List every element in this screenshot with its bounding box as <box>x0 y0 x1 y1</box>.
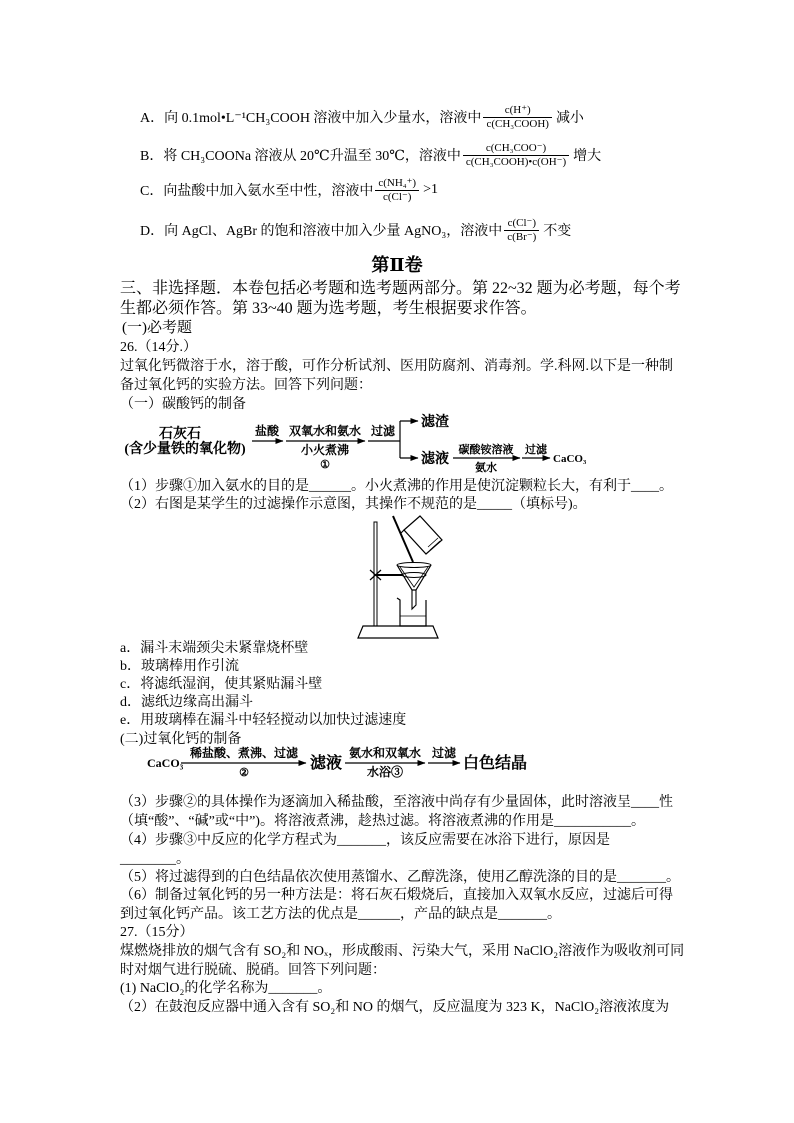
option-d-text: D．向 AgCl、AgBr 的饱和溶液中加入少量 AgNO₃，溶液中 <box>140 224 503 239</box>
flow1-start-note: (含少量铁的氧化物) <box>124 442 246 457</box>
option-b-numerator: c(CH₃COO⁻) <box>463 142 569 156</box>
flow1-arrow-4-reagent-below: 氨水 <box>475 462 497 474</box>
flow1-product: CaCO₃ <box>553 453 587 465</box>
option-c-denominator: c(Cl⁻) <box>383 190 412 203</box>
pouring-beaker-spout <box>401 530 404 533</box>
pouring-beaker <box>404 516 442 554</box>
flow1-residue: 滤渣 <box>421 415 449 430</box>
question-26-6-line-1: （6）制备过氧化钙的另一种方法是：将石灰石煅烧后，直接加入双氧水反应，过滤后可得 <box>120 888 673 903</box>
option-a-denominator: c(CH₃COOH) <box>486 117 549 130</box>
flow2-arrow-1-below: ② <box>239 767 249 779</box>
option-a-tail: 减小 <box>555 111 584 126</box>
option-b-denominator: c(CH₃COOH)•c(OH⁻) <box>465 155 567 168</box>
flow1-arrow-2-condition: 小火煮沸 <box>300 443 350 457</box>
calcium-carbonate-flowchart <box>115 410 605 476</box>
option-b <box>140 136 601 174</box>
option-d-numerator: c(Cl⁻) <box>504 217 539 231</box>
stand-base <box>358 626 438 638</box>
option-c-text: C．向盐酸中加入氨水至中性，溶液中 <box>140 184 374 199</box>
question-26-4-line-2: ________。 <box>120 852 190 867</box>
question-26-part-1-heading: （一）碳酸钙的制备 <box>120 397 246 412</box>
question-27-1: (1) NaClO₂的化学名称为_______。 <box>120 981 332 996</box>
question-27-2: （2）在鼓泡反应器中通入含有 SO₂和 NO 的烟气，反应温度为 323 K，NaClO₂溶液浓度为 <box>120 1000 670 1015</box>
question-26-6-line-2: 到过氧化钙产品。该工艺方法的优点是______，产品的缺点是_______。 <box>120 907 561 922</box>
option-d-fraction <box>504 217 539 244</box>
section-3-line-1: 三、非选择题．本卷包括必考题和选考题两部分。第 22~32 题为必考题，每个考 <box>120 280 681 297</box>
question-26-1: （1）步骤①加入氨水的目的是______。小火煮沸的作用是使沉淀颗粒长大，有利于____。 <box>120 479 673 494</box>
option-c-fraction <box>375 177 419 204</box>
option-c-numerator: c(NH₄⁺) <box>375 177 419 191</box>
filtration-apparatus-figure <box>350 512 446 642</box>
section-3-line-2: 生都必须作答。第 33~40 题为选考题，考生根据要求作答。 <box>120 300 537 317</box>
option-a-text: A．向 0.1mol•L⁻¹CH₃COOH 溶液中加入少量水，溶液中 <box>140 111 482 126</box>
flow1-arrow-5-label: 过滤 <box>525 444 547 456</box>
choice-e: e．用玻璃棒在漏斗中轻轻搅动以加快过滤速度 <box>120 713 407 728</box>
option-d <box>140 211 571 249</box>
option-b-text: B．将 CH₃COONa 溶液从 20℃升温至 30℃，溶液中 <box>140 149 461 164</box>
option-c-tail: >1 <box>423 182 438 197</box>
flow1-filtrate: 滤液 <box>421 452 449 467</box>
choice-b: b．玻璃棒用作引流 <box>120 659 239 674</box>
flow1-arrow-2-reagent: 双氧水和氨水 <box>288 424 362 438</box>
option-a-fraction <box>483 104 552 131</box>
flow2-filtrate: 滤液 <box>310 755 343 772</box>
choice-a: a．漏斗末端颈尖未紧靠烧杯壁 <box>120 641 309 656</box>
question-26-3-line-2: （填“酸”、“碱”或“中”)。将溶液煮沸，趁热过滤。将溶液煮沸的作用是___________。 <box>120 814 645 829</box>
question-26-intro-line-2: 备过氧化钙的实验方法。回答下列问题： <box>120 378 372 393</box>
question-26-intro-line-1: 过氧化钙微溶于水，溶于酸，可作分析试剂、医用防腐剂、消毒剂。学.科网.以下是一种制 <box>120 359 673 374</box>
question-26-4-line-1: （4）步骤③中反应的化学方程式为_______，该反应需要在冰浴下进行，原因是 <box>120 833 610 848</box>
flow2-arrow-1-above: 稀盐酸、煮沸、过滤 <box>189 746 299 760</box>
option-a <box>140 98 584 136</box>
choice-c: c．将滤纸湿润，使其紧贴漏斗壁 <box>120 677 323 692</box>
question-27-title: 27.（15分） <box>120 925 194 940</box>
required-questions-heading: (一)必考题 <box>122 320 192 336</box>
flow1-step-1-marker: ① <box>320 459 330 471</box>
flow1-arrow-1-label: 盐酸 <box>254 424 280 438</box>
funnel-stem <box>412 590 416 609</box>
flow1-arrow-3-label: 过滤 <box>370 424 396 438</box>
question-26-title: 26.（14分.） <box>120 340 197 355</box>
option-d-denominator: c(Br⁻) <box>507 230 537 243</box>
question-26-part-2-heading: (二)过氧化钙的制备 <box>120 732 242 747</box>
calcium-peroxide-flowchart <box>140 745 540 781</box>
glass-rod <box>393 516 413 562</box>
question-27-intro-line-1: 煤燃烧排放的烟气含有 SO₂和 NOₓ，形成酸雨、污染大气，采用 NaClO₂溶液作为吸收剂可同 <box>120 944 685 959</box>
flow2-arrow-3-above: 过滤 <box>431 746 457 760</box>
question-26-2: （2）右图是某学生的过滤操作示意图，其操作不规范的是_____（填标号)。 <box>120 497 587 512</box>
question-26-3-line-1: （3）步骤②的具体操作为逐滴加入稀盐酸，至溶液中尚存有少量固体，此时溶液呈____性 <box>120 795 673 810</box>
flow1-start: 石灰石 <box>159 427 201 442</box>
flow2-start: CaCO₃ <box>147 756 184 770</box>
question-26-5: （5）将过滤得到的白色结晶依次使用蒸馏水、乙醇洗涤，使用乙醇洗涤的目的是_______。 <box>120 870 680 885</box>
question-27-intro-line-2: 时对烟气进行脱硫、脱硝。回答下列问题： <box>120 963 386 978</box>
flow2-arrow-2-below: 水浴③ <box>366 765 404 779</box>
option-c <box>140 171 438 209</box>
choice-d: d．滤纸边缘高出漏斗 <box>120 695 253 710</box>
flow1-arrow-4-reagent: 碳酸铵溶液 <box>458 444 514 456</box>
option-d-tail: 不变 <box>543 224 572 239</box>
part-2-title: 第Ⅱ卷 <box>371 255 423 275</box>
option-b-fraction <box>463 142 569 169</box>
funnel-rim <box>397 563 431 568</box>
flow2-product: 白色结晶 <box>463 755 528 772</box>
option-b-tail: 增大 <box>573 149 602 164</box>
flow2-arrow-2-above: 氨水和双氧水 <box>348 746 422 760</box>
option-a-numerator: c(H⁺) <box>483 104 552 118</box>
